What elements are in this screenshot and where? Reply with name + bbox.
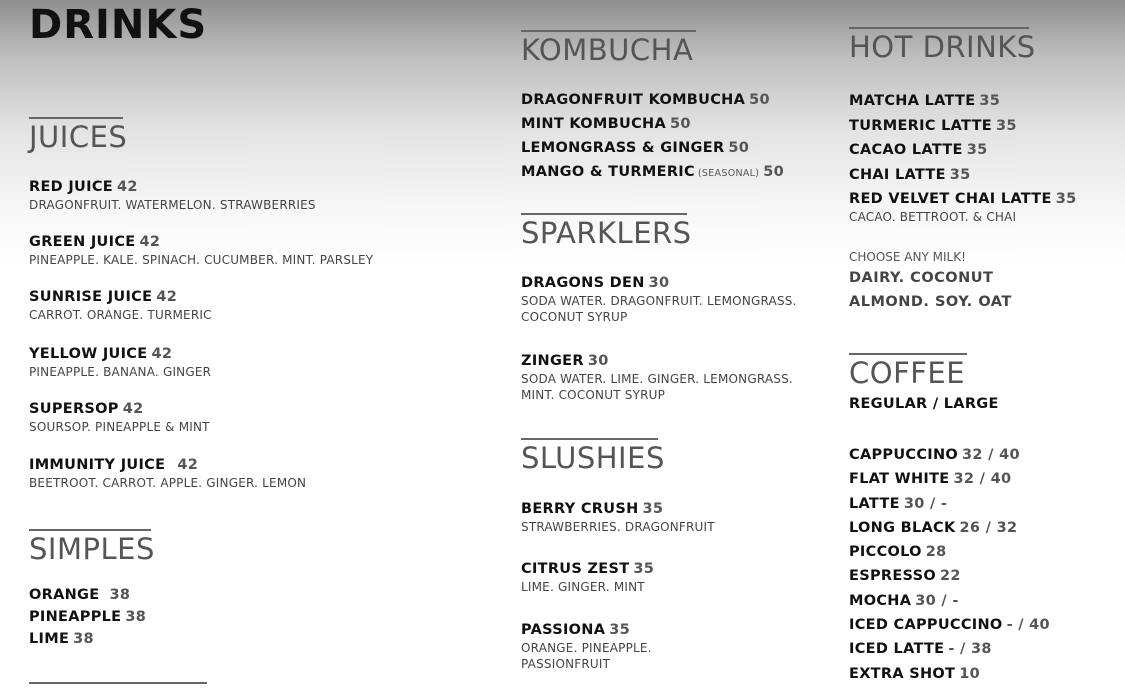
list-item xyxy=(849,589,1050,613)
item-price: 38 xyxy=(125,609,147,625)
item-name: ESPRESSO xyxy=(849,568,937,585)
item-name: LEMONGRASS & GINGER xyxy=(521,140,725,156)
coffee-section xyxy=(849,353,999,414)
list-item xyxy=(849,443,1050,467)
simples-list xyxy=(29,584,146,650)
next-section-rule xyxy=(29,682,207,684)
juices-item xyxy=(29,233,373,268)
list-item xyxy=(849,516,1050,540)
item-name: EXTRA SHOT xyxy=(849,665,956,682)
list-item xyxy=(29,628,146,650)
sparklers-item xyxy=(521,274,797,325)
item-name: MINT KOMBUCHA xyxy=(521,116,666,132)
item-price: 35 xyxy=(1055,191,1077,207)
hot-drinks-heading: HOT DRINKS xyxy=(849,30,1036,64)
item-price: 32 / 40 xyxy=(962,447,1020,463)
item-name: ICED LATTE xyxy=(849,641,945,658)
item-name: RED JUICE xyxy=(29,179,113,195)
item-price: - / 40 xyxy=(1006,617,1050,634)
item-price: 35 xyxy=(609,622,631,638)
item-name: LONG BLACK xyxy=(849,519,956,536)
milk-label: CHOOSE ANY MILK! xyxy=(849,250,966,264)
item-name: CAPPUCCINO xyxy=(849,447,959,463)
list-item xyxy=(849,613,1050,637)
item-name: LATTE xyxy=(849,495,900,512)
item-description: ORANGE. PINEAPPLE. xyxy=(521,641,652,655)
item-description: CACAO. BETTROOT. & CHAI xyxy=(849,209,1017,224)
item-name: IMMUNITY JUICE xyxy=(29,457,166,473)
list-item xyxy=(849,662,1050,686)
coffee-list xyxy=(849,443,1050,686)
list-item xyxy=(849,89,1076,114)
juices-rule xyxy=(29,117,123,119)
list-item xyxy=(849,540,1050,564)
slushies-item xyxy=(521,560,654,595)
juices-item xyxy=(29,178,316,213)
item-name: ICED CAPPUCCINO xyxy=(849,617,1003,634)
juices-item xyxy=(29,400,210,435)
item-name: DRAGONS DEN xyxy=(521,275,645,291)
simples-rule xyxy=(29,529,151,531)
kombucha-heading: KOMBUCHA xyxy=(521,33,694,67)
sparklers-rule xyxy=(521,213,687,215)
item-price: 32 / 40 xyxy=(953,471,1012,488)
item-price: 22 xyxy=(940,568,961,585)
item-name: PICCOLO xyxy=(849,544,922,561)
item-price: 42 xyxy=(116,179,138,195)
item-price: 38 xyxy=(73,631,94,647)
item-price: 26 / 32 xyxy=(959,519,1018,536)
item-price: 30 / - xyxy=(903,495,948,512)
item-price: 42 xyxy=(139,234,161,250)
item-description: SOURSOP. PINEAPPLE & MINT xyxy=(29,420,210,434)
item-description: COCONUT SYRUP xyxy=(521,310,628,324)
list-item xyxy=(849,492,1050,516)
juices-item xyxy=(29,456,306,491)
list-item xyxy=(29,606,146,628)
juices-item xyxy=(29,345,211,380)
item-description: MINT. COCONUT SYRUP xyxy=(521,388,666,402)
item-description: PINEAPPLE. KALE. SPINACH. CUCUMBER. MINT. PARSLEY xyxy=(29,253,374,267)
item-name: CHAI LATTE xyxy=(849,166,946,183)
list-item xyxy=(521,112,784,136)
item-price: 35 xyxy=(633,561,655,577)
coffee-sizes: REGULAR / LARGE xyxy=(849,396,999,412)
juices-section xyxy=(29,117,127,154)
list-item xyxy=(849,114,1076,139)
item-name: MANGO & TURMERIC xyxy=(521,164,695,180)
item-price: 35 xyxy=(979,93,1001,109)
hot-drinks-rule xyxy=(849,27,1029,29)
item-name: MOCHA xyxy=(849,592,912,609)
item-description: LIME. GINGER. MINT xyxy=(521,580,645,594)
item-price: 50 xyxy=(728,140,750,156)
slushies-section xyxy=(521,438,665,475)
simples-section xyxy=(29,529,155,566)
coffee-rule xyxy=(849,353,967,355)
item-price: 50 xyxy=(749,92,770,108)
milk-options xyxy=(849,248,1012,314)
slushies-item xyxy=(521,500,715,535)
item-name: DRAGONFRUIT KOMBUCHA xyxy=(521,92,746,108)
item-name: BERRY CRUSH xyxy=(521,501,639,517)
juices-item xyxy=(29,288,212,323)
sparklers-section xyxy=(521,213,692,250)
item-price: 30 / - xyxy=(915,592,959,609)
item-price: 42 xyxy=(177,457,199,473)
item-price: 30 xyxy=(648,275,670,291)
item-name: ZINGER xyxy=(521,353,584,369)
item-price: 42 xyxy=(122,401,144,417)
list-item xyxy=(849,138,1076,163)
item-price: 50 xyxy=(763,164,785,180)
item-name: PINEAPPLE xyxy=(29,609,122,625)
list-item xyxy=(521,136,784,160)
list-item xyxy=(849,637,1050,661)
item-price: 50 xyxy=(669,116,691,132)
seasonal-note: (SEASONAL) xyxy=(697,168,760,179)
sparklers-item xyxy=(521,352,793,403)
item-price: 35 xyxy=(995,117,1017,134)
milk-options-line: ALMOND. SOY. OAT xyxy=(849,294,1012,310)
item-name: LIME xyxy=(29,631,70,647)
item-name: PASSIONA xyxy=(521,622,606,638)
slushies-rule xyxy=(521,438,658,440)
list-item xyxy=(521,88,784,112)
sparklers-heading: SPARKLERS xyxy=(521,216,692,250)
item-price: - / 38 xyxy=(948,641,992,658)
list-item xyxy=(849,187,1076,212)
item-price: 38 xyxy=(109,587,131,603)
item-price: 28 xyxy=(925,544,947,561)
item-name: CITRUS ZEST xyxy=(521,561,630,577)
list-item xyxy=(849,564,1050,588)
kombucha-section xyxy=(521,30,696,67)
list-item xyxy=(849,467,1050,491)
item-description: CARROT. ORANGE. TURMERIC xyxy=(29,308,212,322)
item-description: DRAGONFRUIT. WATERMELON. STRAWBERRIES xyxy=(29,198,316,212)
item-price: 42 xyxy=(151,346,173,362)
item-name: TURMERIC LATTE xyxy=(849,117,992,134)
item-price: 30 xyxy=(587,353,609,369)
kombucha-list xyxy=(521,88,784,186)
coffee-heading: COFFEE xyxy=(849,356,966,390)
item-name: FLAT WHITE xyxy=(849,471,950,488)
item-description: SODA WATER. LIME. GINGER. LEMONGRASS. xyxy=(521,372,793,386)
item-name: GREEN JUICE xyxy=(29,234,136,250)
juices-heading: JUICES xyxy=(29,120,128,154)
item-price: 35 xyxy=(642,501,664,517)
item-price: 35 xyxy=(966,142,988,158)
item-price: 35 xyxy=(949,166,971,183)
item-description: PASSIONFRUIT xyxy=(521,657,611,671)
item-price: 10 xyxy=(959,665,980,682)
item-description: SODA WATER. DRAGONFRUIT. LEMONGRASS. xyxy=(521,294,797,308)
kombucha-rule xyxy=(521,30,696,32)
item-name: SUPERSOP xyxy=(29,401,119,417)
hot-drinks-section xyxy=(849,27,1036,64)
list-item xyxy=(849,163,1076,188)
item-description: PINEAPPLE. BANANA. GINGER xyxy=(29,365,212,379)
item-name: YELLOW JUICE xyxy=(29,346,148,362)
slushies-item xyxy=(521,621,652,672)
slushies-heading: SLUSHIES xyxy=(521,441,665,475)
item-name: CACAO LATTE xyxy=(849,142,963,158)
item-name: RED VELVET CHAI LATTE xyxy=(849,191,1052,207)
list-item xyxy=(29,584,146,606)
item-price: 42 xyxy=(156,289,178,305)
page-title: DRINKS xyxy=(29,2,208,48)
item-name: MATCHA LATTE xyxy=(849,93,976,109)
hot-drinks-list xyxy=(849,89,1076,225)
item-description: BEETROOT. CARROT. APPLE. GINGER. LEMON xyxy=(29,476,307,490)
item-name: ORANGE xyxy=(29,587,100,603)
simples-heading: SIMPLES xyxy=(29,532,155,566)
item-description: STRAWBERRIES. DRAGONFRUIT xyxy=(521,520,715,534)
milk-options-line: DAIRY. COCONUT xyxy=(849,270,994,286)
list-item xyxy=(521,160,784,186)
item-name: SUNRISE JUICE xyxy=(29,289,153,305)
